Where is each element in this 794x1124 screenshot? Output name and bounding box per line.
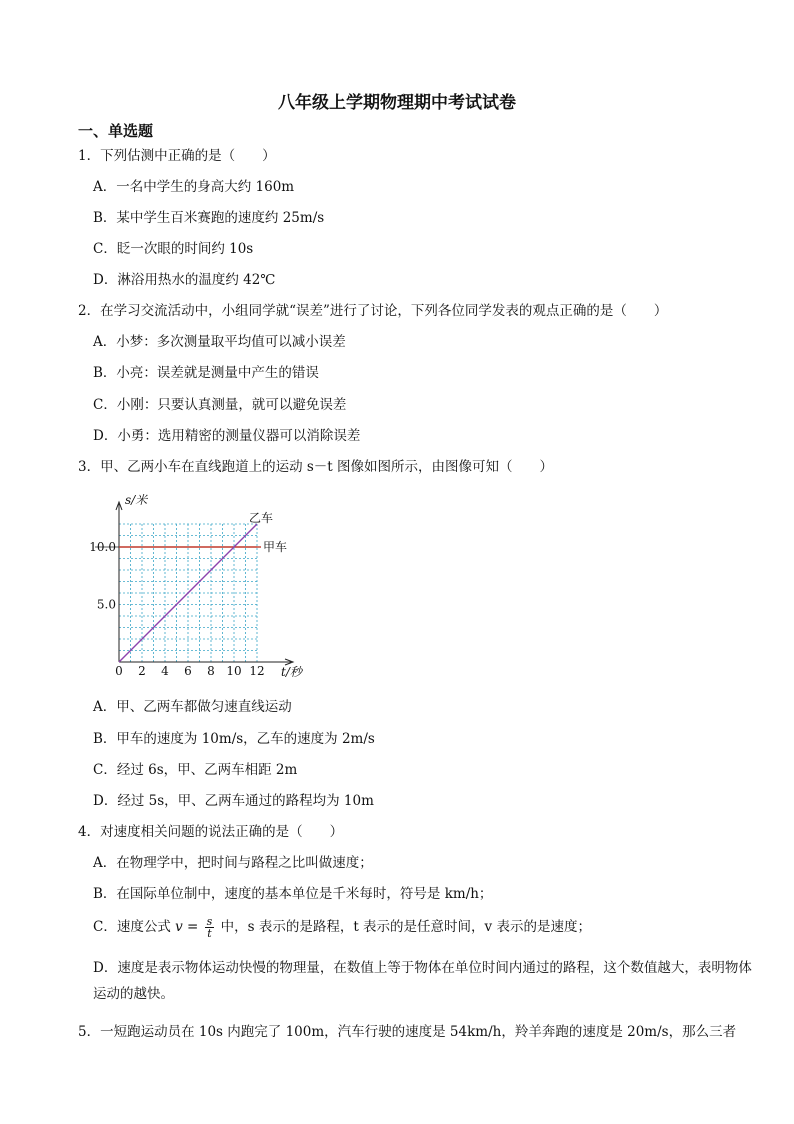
y-tick-label: 10.0 <box>89 540 116 554</box>
x-tick-label: 10 <box>226 664 242 678</box>
question-2-option-b: B．小亮：误差就是测量中产生的错误 <box>93 365 319 381</box>
question-1-option-c: C．眨一次眼的时间约 10s <box>93 241 254 257</box>
x-tick-label: 6 <box>184 664 192 678</box>
question-1-stem: 1．下列估测中正确的是（ ） <box>78 148 276 164</box>
question-4-option-a: A．在物理学中，把时间与路程之比叫做速度； <box>93 855 373 871</box>
formula-fraction <box>205 916 215 939</box>
formula-denominator: t <box>207 927 212 940</box>
x-tick-label: 2 <box>138 664 146 678</box>
x-tick-label: 4 <box>161 664 169 678</box>
question-2-option-a: A．小梦：多次测量取平均值可以减小误差 <box>93 334 346 350</box>
x-tick-label: 12 <box>249 664 265 678</box>
section-heading: 一、单选题 <box>78 122 154 140</box>
option-c-suffix: 中，s 表示的是路程，t 表示的是任意时间，v 表示的是速度； <box>220 919 591 935</box>
x-axis-label: t/秒 <box>281 665 302 679</box>
series-label-jiache: 甲车 <box>263 540 288 554</box>
x-tick-label: 0 <box>115 664 123 678</box>
question-3-option-a: A．甲、乙两车都做匀速直线运动 <box>93 699 292 715</box>
page-title: 八年级上学期物理期中考试试卷 <box>278 93 516 113</box>
question-5-stem: 5．一短跑运动员在 10s 内跑完了 100m，汽车行驶的速度是 54km/h，羚羊奔跑的速度是 20m/s，那么三者 <box>78 1024 737 1040</box>
question-2-option-d: D．小勇：选用精密的测量仪器可以消除误差 <box>93 428 361 444</box>
formula-numerator: s <box>206 915 213 928</box>
option-c-prefix: C．速度公式 <box>93 919 171 935</box>
question-2-option-c: C．小刚：只要认真测量，就可以避免误差 <box>93 397 347 413</box>
question-4-option-d: D．速度是表示物体运动快慢的物理量，在数值上等于物体在单位时间内通过的路程，这个数值越大，表明物体运动的越快。 <box>93 960 752 1002</box>
graph-labels <box>89 493 304 679</box>
question-3-option-c: C．经过 6s，甲、乙两车相距 2m <box>93 762 298 778</box>
y-axis-label: s/米 <box>125 493 148 507</box>
series-label-yiche: 乙车 <box>248 511 273 525</box>
question-1-option-b: B．某中学生百米赛跑的速度约 25m/s <box>93 210 325 226</box>
question-3-option-d: D．经过 5s，甲、乙两车通过的路程均为 10m <box>93 793 374 809</box>
question-2-stem: 2．在学习交流活动中，小组同学就“误差”进行了讨论，下列各位同学发表的观点正确的是（ ） <box>78 303 668 319</box>
x-tick-label: 8 <box>207 664 215 678</box>
graph-axes <box>116 502 293 665</box>
st-graph <box>89 490 315 690</box>
question-4-option-c <box>93 916 591 939</box>
formula-lhs: v = <box>175 919 199 935</box>
question-1-option-a: A．一名中学生的身高大约 160m <box>93 179 295 195</box>
question-3-stem: 3．甲、乙两小车在直线跑道上的运动 s－t 图像如图所示，由图像可知（ ） <box>78 459 554 475</box>
question-1-option-d: D．淋浴用热水的温度约 42℃ <box>93 272 276 288</box>
question-4-option-b: B．在国际单位制中，速度的基本单位是千米每时，符号是 km/h； <box>93 886 493 902</box>
question-4-stem: 4．对速度相关问题的说法正确的是（ ） <box>78 824 344 840</box>
question-3-option-b: B．甲车的速度为 10m/s，乙车的速度为 2m/s <box>93 731 375 747</box>
y-tick-label: 5.0 <box>96 597 116 612</box>
